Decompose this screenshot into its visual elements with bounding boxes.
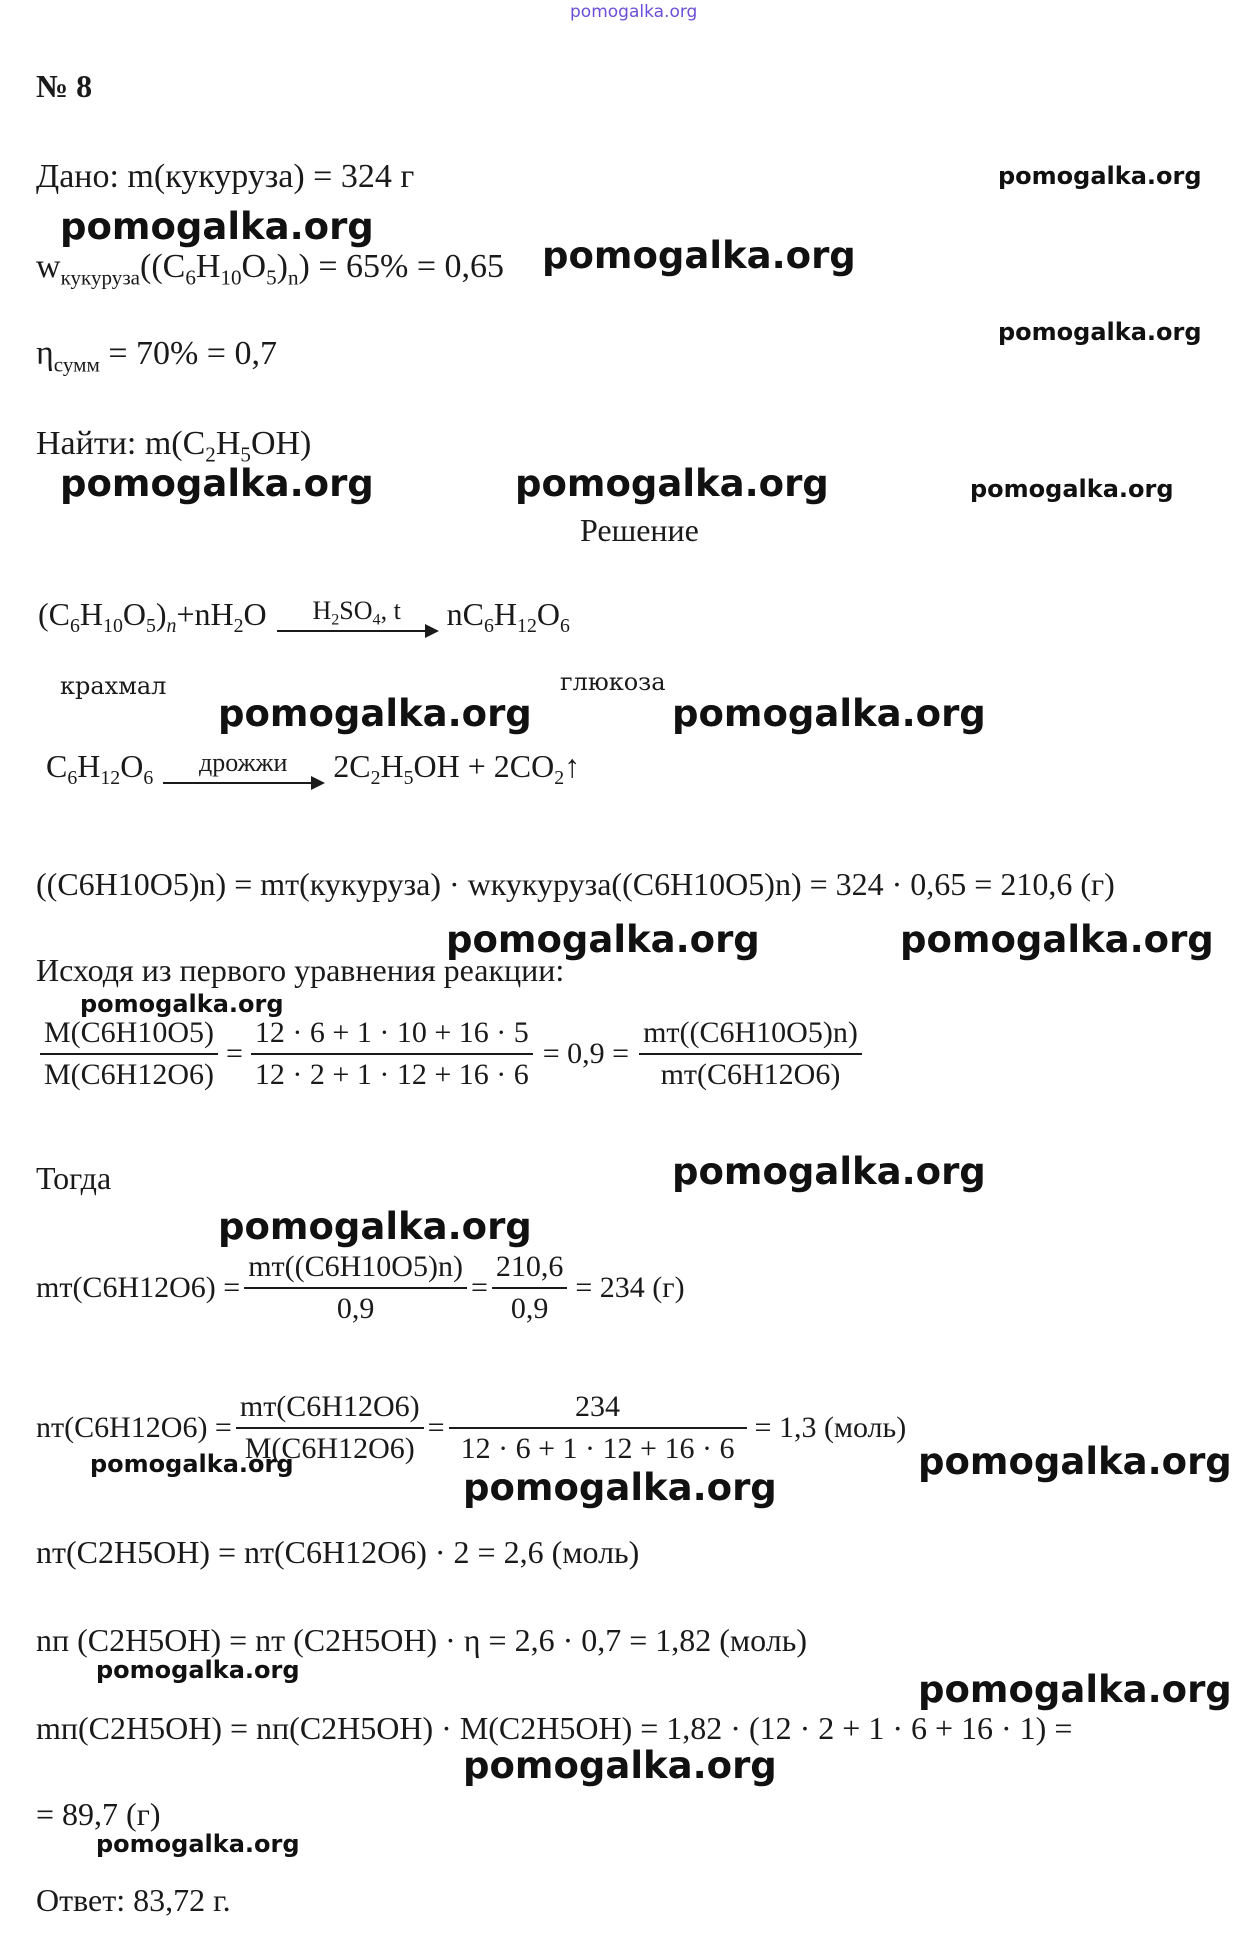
- molar-mass-ratio: $\frac{M(C6H10O5)}{M(C6H12O6)}$ = $\frac{12 \cdot 6 + 1 \cdot 10 + 16 \cdot 5}{12 \cdot 2 + 1 \cdot 12 + 16 \cdot 6}$ = 0,9 = $\frac{mт((C6H10O5)n)}{mт(C6H12O6)}$: [36, 1016, 866, 1092]
- answer-line: Ответ: 83,72 г.: [36, 1882, 231, 1918]
- watermark: pomogalka.org: [918, 1668, 1232, 1711]
- watermark: pomogalka.org: [970, 475, 1174, 503]
- watermark: pomogalka.org: [672, 692, 986, 735]
- glucose-moles-equation: nт(C6H12O6) = $\frac{mт(C6H12O6)}{M(C6H12O6)}$ = $\frac{234}{12 \cdot 6 + 1 \cdot 12 + 16 \cdot 6}$ = 1,3 (моль): [36, 1390, 907, 1465]
- reaction-arrow: $H_2SO_4$, t: [277, 598, 437, 632]
- ratio-fraction-mid: $\frac{12 \cdot 6 + 1 \cdot 10 + 16 \cdot 5}{12 \cdot 2 + 1 \cdot 12 + 16 \cdot 6}$: [251, 1016, 533, 1092]
- glucose-mass-fraction: $\frac{mт((C6H10O5)n)}{0,9}$: [244, 1250, 467, 1326]
- starch-name: крахмал: [60, 672, 167, 700]
- glucose-moles-value-fraction: $\frac{234}{12 \cdot 6 + 1 \cdot 12 + 16 \cdot 6}$: [449, 1390, 747, 1466]
- then-label: Тогда: [36, 1160, 112, 1196]
- glucose-mass-equation: mт(C6H12O6) = $\frac{mт((C6H10O5)n)}{0,9}$ = $\frac{210,6}{0,9}$ = 234 (г): [36, 1250, 685, 1325]
- mass-fraction-line: $w_{кукуруза}((C_6H_{10}O_5)_n) = 65\% = 0,65$: [36, 248, 505, 290]
- glucose-mass-value-fraction: $\frac{210,6}{0,9}$: [492, 1250, 568, 1326]
- given-line: Дано: m(кукуруза) = 324 г: [36, 158, 415, 195]
- starch-formula: $(C_6H_{10}O_5)_n$: [38, 596, 177, 637]
- watermark: pomogalka.org: [60, 205, 374, 248]
- glucose-formula: $nC_6H_{12}O_6$: [446, 596, 570, 637]
- watermark: pomogalka.org: [446, 918, 760, 961]
- ethanol-products: $2C_2H_5OH$ + $2CO_2↑$: [333, 748, 581, 789]
- watermark: pomogalka.org: [80, 990, 284, 1018]
- yield-line: $\eta_{сумм} = 70\% = 0,7$: [36, 335, 277, 377]
- watermark: pomogalka.org: [218, 1205, 532, 1248]
- watermark: pomogalka.org: [96, 1656, 300, 1684]
- glucose-moles-fraction: $\frac{mт(C6H12O6)}{M(C6H12O6)}$: [236, 1390, 424, 1466]
- watermark: pomogalka.org: [218, 692, 532, 735]
- watermark: pomogalka.org: [918, 1440, 1232, 1483]
- solution-title: Решение: [580, 512, 699, 548]
- header-watermark: pomogalka.org: [570, 2, 698, 22]
- glucose-name: глюкоза: [560, 668, 666, 696]
- watermark: pomogalka.org: [463, 1466, 777, 1509]
- reaction-arrow: дрожжи: [163, 750, 323, 784]
- reaction-hydrolysis: $(C_6H_{10}O_5)_n$ + $nH_2O$ $H_2SO_4$, t $nC_6H_{12}O_6$: [38, 595, 570, 637]
- watermark: pomogalka.org: [96, 1830, 300, 1858]
- water-formula: $nH_2O$: [194, 596, 267, 637]
- watermark: pomogalka.org: [463, 1744, 777, 1787]
- ethanol-mass-result: = 89,7 (г): [36, 1796, 161, 1832]
- watermark: pomogalka.org: [672, 1150, 986, 1193]
- watermark: pomogalka.org: [900, 918, 1214, 961]
- watermark: pomogalka.org: [515, 462, 829, 505]
- ethanol-theoretical-moles: nт(C2H5OH) = nт(C6H12O6) · 2 = 2,6 (моль): [36, 1534, 640, 1570]
- find-line: Найти: $m(C_2H_5OH)$: [36, 425, 312, 467]
- ratio-fraction-left: $\frac{M(C6H10O5)}{M(C6H12O6)}$: [40, 1016, 218, 1092]
- from-first-equation: Исходя из первого уравнения реакции:: [36, 952, 565, 988]
- problem-number: № 8: [36, 68, 93, 104]
- watermark: pomogalka.org: [90, 1450, 294, 1478]
- reaction-fermentation: [46, 747, 581, 789]
- ratio-fraction-right: $\frac{mт((C6H10O5)n)}{mт(C6H12O6)}$: [639, 1016, 862, 1092]
- ethanol-mass-line: mп(C2H5OH) = nп(C2H5OH) · M(C2H5OH) = 1,82 · (12 · 2 + 1 · 6 + 16 · 1) =: [36, 1710, 1073, 1746]
- watermark: pomogalka.org: [998, 318, 1202, 346]
- watermark: pomogalka.org: [998, 162, 1202, 190]
- ethanol-practical-moles: nп (C2H5OH) = nт (C2H5OH) · η = 2,6 · 0,7 = 1,82 (моль): [36, 1622, 807, 1658]
- watermark: pomogalka.org: [542, 234, 856, 277]
- glucose-formula: $C_6H_{12}O_6$: [46, 748, 154, 789]
- watermark: pomogalka.org: [60, 462, 374, 505]
- starch-mass-line: ((C6H10O5)n) = mт(кукуруза) · wкукуруза((C6H10O5)n) = 324 · 0,65 = 210,6 (г): [36, 866, 1115, 902]
